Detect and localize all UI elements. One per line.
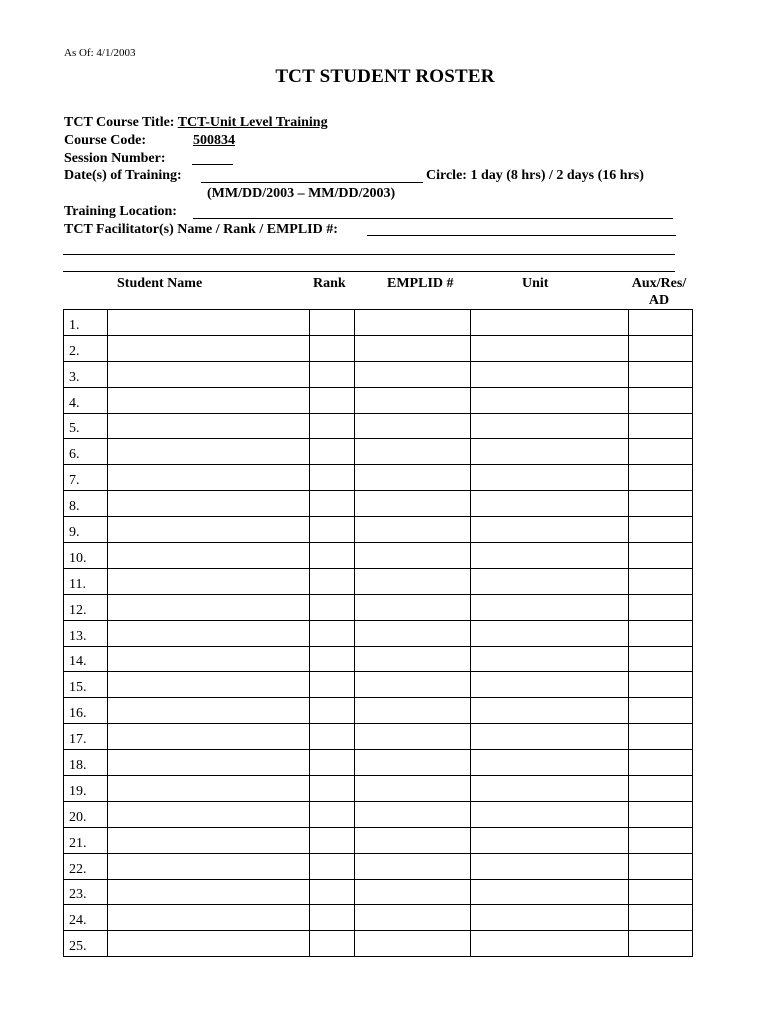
- table-row: [64, 853, 693, 879]
- table-row: [64, 335, 693, 361]
- rank-cell[interactable]: [310, 491, 355, 517]
- as-of-date: As Of: 4/1/2003: [64, 47, 136, 59]
- row-number: 9.: [64, 517, 108, 543]
- course-code-value: 500834: [193, 133, 235, 148]
- unit-cell[interactable]: [471, 491, 629, 517]
- rank-cell[interactable]: [310, 568, 355, 594]
- rank-cell[interactable]: [310, 439, 355, 465]
- rank-cell[interactable]: [310, 465, 355, 491]
- student-name-cell[interactable]: [108, 543, 310, 569]
- student-name-cell[interactable]: [108, 931, 310, 957]
- unit-cell[interactable]: [471, 750, 629, 776]
- unit-cell[interactable]: [471, 387, 629, 413]
- emplid-cell[interactable]: [355, 724, 471, 750]
- aux-res-ad-cell[interactable]: [629, 310, 693, 336]
- table-row: [64, 543, 693, 569]
- aux-res-ad-cell[interactable]: [629, 853, 693, 879]
- rank-cell[interactable]: [310, 543, 355, 569]
- aux-res-ad-cell[interactable]: [629, 620, 693, 646]
- table-row: [64, 879, 693, 905]
- unit-cell[interactable]: [471, 361, 629, 387]
- student-name-cell[interactable]: [108, 361, 310, 387]
- student-name-cell[interactable]: [108, 672, 310, 698]
- unit-cell[interactable]: [471, 853, 629, 879]
- table-row: [64, 568, 693, 594]
- facilitator-input[interactable]: [367, 235, 676, 236]
- row-number: 15.: [64, 672, 108, 698]
- table-row: [64, 931, 693, 957]
- roster-table: [63, 309, 693, 957]
- dates-of-training-input[interactable]: [201, 182, 423, 183]
- table-row: [64, 801, 693, 827]
- emplid-cell[interactable]: [355, 465, 471, 491]
- table-row: [64, 361, 693, 387]
- emplid-cell[interactable]: [355, 568, 471, 594]
- emplid-cell[interactable]: [355, 905, 471, 931]
- aux-res-ad-cell[interactable]: [629, 413, 693, 439]
- course-title-value: TCT-Unit Level Training: [177, 115, 328, 130]
- table-row: [64, 310, 693, 336]
- table-row: [64, 905, 693, 931]
- emplid-cell[interactable]: [355, 439, 471, 465]
- unit-cell[interactable]: [471, 543, 629, 569]
- emplid-cell[interactable]: [355, 931, 471, 957]
- row-number: 19.: [64, 776, 108, 802]
- aux-res-ad-cell[interactable]: [629, 491, 693, 517]
- row-number: 21.: [64, 827, 108, 853]
- aux-res-ad-cell[interactable]: [629, 361, 693, 387]
- unit-cell[interactable]: [471, 827, 629, 853]
- header-aux-res-line2: AD: [648, 293, 670, 308]
- row-number: 4.: [64, 387, 108, 413]
- student-name-cell[interactable]: [108, 646, 310, 672]
- emplid-cell[interactable]: [355, 517, 471, 543]
- student-name-cell[interactable]: [108, 387, 310, 413]
- unit-cell[interactable]: [471, 646, 629, 672]
- aux-res-ad-cell[interactable]: [629, 698, 693, 724]
- unit-cell[interactable]: [471, 879, 629, 905]
- aux-res-ad-cell[interactable]: [629, 931, 693, 957]
- course-code-label: Course Code:: [64, 133, 147, 148]
- rank-cell[interactable]: [310, 827, 355, 853]
- table-row: [64, 724, 693, 750]
- rank-cell[interactable]: [310, 879, 355, 905]
- rank-cell[interactable]: [310, 853, 355, 879]
- student-name-cell[interactable]: [108, 801, 310, 827]
- aux-res-ad-cell[interactable]: [629, 387, 693, 413]
- row-number: 14.: [64, 646, 108, 672]
- row-number: 16.: [64, 698, 108, 724]
- training-location-input[interactable]: [193, 218, 673, 219]
- student-name-cell[interactable]: [108, 698, 310, 724]
- student-name-cell[interactable]: [108, 491, 310, 517]
- header-unit: Unit: [522, 276, 549, 291]
- aux-res-ad-cell[interactable]: [629, 672, 693, 698]
- emplid-cell[interactable]: [355, 879, 471, 905]
- student-name-cell[interactable]: [108, 594, 310, 620]
- rank-cell[interactable]: [310, 620, 355, 646]
- unit-cell[interactable]: [471, 698, 629, 724]
- emplid-cell[interactable]: [355, 750, 471, 776]
- emplid-cell[interactable]: [355, 335, 471, 361]
- unit-cell[interactable]: [471, 465, 629, 491]
- rank-cell[interactable]: [310, 698, 355, 724]
- student-name-cell[interactable]: [108, 827, 310, 853]
- rank-cell[interactable]: [310, 724, 355, 750]
- table-row: [64, 827, 693, 853]
- emplid-cell[interactable]: [355, 672, 471, 698]
- aux-res-ad-cell[interactable]: [629, 801, 693, 827]
- row-number: 17.: [64, 724, 108, 750]
- emplid-cell[interactable]: [355, 646, 471, 672]
- emplid-cell[interactable]: [355, 698, 471, 724]
- table-row: [64, 413, 693, 439]
- student-name-cell[interactable]: [108, 905, 310, 931]
- header-aux-res-ad: [628, 275, 690, 309]
- student-name-cell[interactable]: [108, 517, 310, 543]
- unit-cell[interactable]: [471, 931, 629, 957]
- rank-cell[interactable]: [310, 310, 355, 336]
- header-rank: Rank: [313, 276, 346, 291]
- emplid-cell[interactable]: [355, 491, 471, 517]
- row-number: 25.: [64, 931, 108, 957]
- unit-cell[interactable]: [471, 776, 629, 802]
- dates-of-training-label: Date(s) of Training:: [64, 168, 182, 183]
- row-number: 10.: [64, 543, 108, 569]
- rank-cell[interactable]: [310, 387, 355, 413]
- student-name-cell[interactable]: [108, 439, 310, 465]
- unit-cell[interactable]: [471, 439, 629, 465]
- emplid-cell[interactable]: [355, 620, 471, 646]
- rank-cell[interactable]: [310, 776, 355, 802]
- table-row: [64, 517, 693, 543]
- student-name-cell[interactable]: [108, 465, 310, 491]
- aux-res-ad-cell[interactable]: [629, 568, 693, 594]
- aux-res-ad-cell[interactable]: [629, 646, 693, 672]
- rank-cell[interactable]: [310, 672, 355, 698]
- aux-res-ad-cell[interactable]: [629, 517, 693, 543]
- rank-cell[interactable]: [310, 801, 355, 827]
- header-emplid: EMPLID #: [387, 276, 454, 291]
- student-name-cell[interactable]: [108, 750, 310, 776]
- unit-cell[interactable]: [471, 801, 629, 827]
- duration-circle-options: Circle: 1 day (8 hrs) / 2 days (16 hrs): [426, 168, 644, 183]
- course-title-label: TCT Course Title:: [64, 115, 175, 130]
- emplid-cell[interactable]: [355, 827, 471, 853]
- rank-cell[interactable]: [310, 646, 355, 672]
- session-number-label: Session Number:: [64, 151, 166, 166]
- rank-cell[interactable]: [310, 931, 355, 957]
- emplid-cell[interactable]: [355, 387, 471, 413]
- table-row: [64, 594, 693, 620]
- session-number-input[interactable]: [192, 164, 233, 165]
- table-row: [64, 646, 693, 672]
- table-row: [64, 698, 693, 724]
- rank-cell[interactable]: [310, 413, 355, 439]
- emplid-cell[interactable]: [355, 543, 471, 569]
- unit-cell[interactable]: [471, 724, 629, 750]
- student-name-cell[interactable]: [108, 776, 310, 802]
- emplid-cell[interactable]: [355, 310, 471, 336]
- row-number: 8.: [64, 491, 108, 517]
- row-number: 24.: [64, 905, 108, 931]
- table-row: [64, 672, 693, 698]
- facilitator-line-3[interactable]: [63, 271, 675, 272]
- student-name-cell[interactable]: [108, 620, 310, 646]
- row-number: 7.: [64, 465, 108, 491]
- row-number: 22.: [64, 853, 108, 879]
- aux-res-ad-cell[interactable]: [629, 335, 693, 361]
- unit-cell[interactable]: [471, 672, 629, 698]
- table-row: [64, 387, 693, 413]
- table-row: [64, 750, 693, 776]
- row-number: 3.: [64, 361, 108, 387]
- facilitator-line-2[interactable]: [63, 254, 675, 255]
- emplid-cell[interactable]: [355, 776, 471, 802]
- rank-cell[interactable]: [310, 517, 355, 543]
- aux-res-ad-cell[interactable]: [629, 879, 693, 905]
- aux-res-ad-cell[interactable]: [629, 724, 693, 750]
- table-row: [64, 620, 693, 646]
- emplid-cell[interactable]: [355, 853, 471, 879]
- row-number: 2.: [64, 335, 108, 361]
- aux-res-ad-cell[interactable]: [629, 594, 693, 620]
- unit-cell[interactable]: [471, 905, 629, 931]
- aux-res-ad-cell[interactable]: [629, 905, 693, 931]
- row-number: 1.: [64, 310, 108, 336]
- row-number: 20.: [64, 801, 108, 827]
- aux-res-ad-cell[interactable]: [629, 439, 693, 465]
- row-number: 11.: [64, 568, 108, 594]
- aux-res-ad-cell[interactable]: [629, 543, 693, 569]
- table-row: [64, 776, 693, 802]
- emplid-cell[interactable]: [355, 413, 471, 439]
- training-location-label: Training Location:: [64, 204, 177, 219]
- table-row: [64, 465, 693, 491]
- unit-cell[interactable]: [471, 413, 629, 439]
- unit-cell[interactable]: [471, 568, 629, 594]
- student-name-cell[interactable]: [108, 853, 310, 879]
- emplid-cell[interactable]: [355, 801, 471, 827]
- aux-res-ad-cell[interactable]: [629, 465, 693, 491]
- student-name-cell[interactable]: [108, 879, 310, 905]
- row-number: 18.: [64, 750, 108, 776]
- student-name-cell[interactable]: [108, 724, 310, 750]
- student-name-cell[interactable]: [108, 413, 310, 439]
- emplid-cell[interactable]: [355, 361, 471, 387]
- row-number: 23.: [64, 879, 108, 905]
- row-number: 6.: [64, 439, 108, 465]
- aux-res-ad-cell[interactable]: [629, 776, 693, 802]
- header-aux-res-line1: Aux/Res/: [631, 276, 687, 291]
- rank-cell[interactable]: [310, 335, 355, 361]
- row-number: 13.: [64, 620, 108, 646]
- unit-cell[interactable]: [471, 310, 629, 336]
- student-name-cell[interactable]: [108, 310, 310, 336]
- unit-cell[interactable]: [471, 620, 629, 646]
- page-title: TCT STUDENT ROSTER: [275, 66, 495, 87]
- student-name-cell[interactable]: [108, 335, 310, 361]
- row-number: 12.: [64, 594, 108, 620]
- emplid-cell[interactable]: [355, 594, 471, 620]
- rank-cell[interactable]: [310, 594, 355, 620]
- aux-res-ad-cell[interactable]: [629, 827, 693, 853]
- row-number: 5.: [64, 413, 108, 439]
- unit-cell[interactable]: [471, 335, 629, 361]
- rank-cell[interactable]: [310, 905, 355, 931]
- unit-cell[interactable]: [471, 594, 629, 620]
- student-name-cell[interactable]: [108, 568, 310, 594]
- course-title-field: [64, 114, 328, 131]
- rank-cell[interactable]: [310, 361, 355, 387]
- table-row: [64, 439, 693, 465]
- aux-res-ad-cell[interactable]: [629, 750, 693, 776]
- facilitator-label: TCT Facilitator(s) Name / Rank / EMPLID #:: [64, 222, 338, 237]
- date-format-hint: (MM/DD/2003 – MM/DD/2003): [207, 186, 396, 201]
- table-row: [64, 491, 693, 517]
- header-student-name: Student Name: [117, 276, 203, 291]
- unit-cell[interactable]: [471, 517, 629, 543]
- rank-cell[interactable]: [310, 750, 355, 776]
